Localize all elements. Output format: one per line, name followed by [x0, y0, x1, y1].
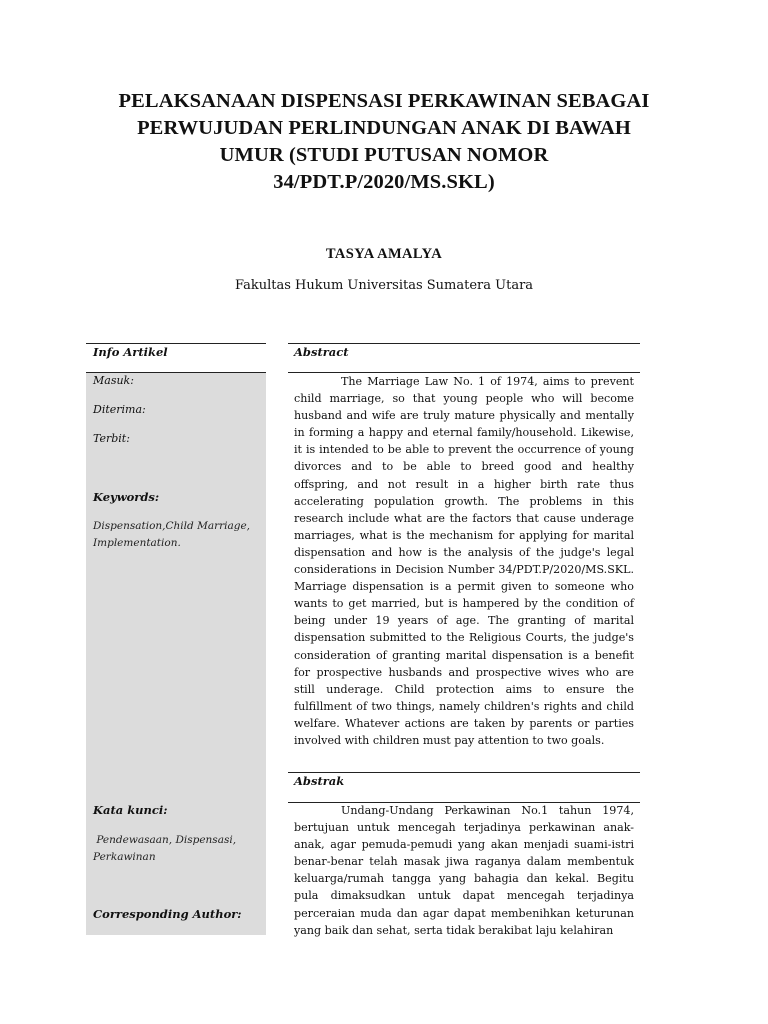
author-name: TASYA AMALYA: [325, 246, 443, 262]
keywords-list: Dispensation,Child Marriage, Implementation.: [93, 520, 251, 549]
terbit-label: Terbit:: [93, 432, 130, 445]
title-line-3: UMUR (STUDI PUTUSAN NOMOR: [219, 144, 549, 166]
title-line-2: PERWUJUDAN PERLINDUNGAN ANAK DI BAWAH: [137, 117, 631, 139]
masuk-label: Masuk:: [93, 374, 134, 387]
diterima-label: Diterima:: [93, 403, 146, 416]
abstract-heading-rule-top: [288, 343, 640, 344]
title-line-1: PELAKSANAAN DISPENSASI PERKAWINAN SEBAGAI: [118, 90, 650, 112]
abstrak-heading-rule-top: [288, 772, 640, 773]
info-heading: Info Artikel: [93, 345, 168, 359]
corresponding-author-heading: Corresponding Author:: [93, 907, 242, 921]
kata-kunci-list: Pendewasaan, Dispensasi, Perkawinan: [93, 834, 240, 863]
info-heading-rule-bottom: [86, 372, 266, 373]
paper-title: [80, 88, 688, 196]
abstract-heading: Abstract: [294, 345, 349, 359]
author-affiliation: Fakultas Hukum Universitas Sumatera Utara: [234, 278, 534, 293]
abstrak-text: Undang-Undang Perkawinan No.1 tahun 1974, bertujuan untuk mencegah terjadinya perkawinan anak-anak, agar pemuda-pemudi yang akan menjadi suami-istri benar-benar telah masak jiwa raganya dalam membentuk keluarga/rumah tangga yang bahagia dan kekal. Begitu pula dimaksudkan untuk dapat mencegah terjadinya perceraian muda dan agar dapat membenihkan keturunan yang baik dan sehat, serta tidak berakibat laju kelahiran: [294, 804, 634, 937]
info-heading-rule-top: [86, 343, 266, 344]
title-line-4: 34/PDT.P/2020/MS.SKL): [273, 171, 495, 193]
kata-kunci-heading: Kata kunci:: [93, 803, 168, 817]
abstrak-heading: Abstrak: [294, 774, 345, 788]
abstract-text: The Marriage Law No. 1 of 1974, aims to prevent child marriage, so that young people who will become husband and wife are truly mature physically and mentally in forming a happy and eternal family/household. Likewise, it is intended to be able to prevent the occurrence of young divorces and to be able to breed good and healthy offspring, and not result in a higher birth rate thus accelerating population growth. The problems in this research include what are the factors that cause underage marriages, what is the mechanism for applying for marital dispensation and how is the analysis of the judge's legal considerations in Decision Number 34/PDT.P/2020/MS.SKL. Marriage dispensation is a permit given to someone who wants to get married, but is hampered by the condition of being under 19 years of age. The granting of marital dispensation submitted to the Religious Courts, the judge's consideration of granting marital dispensation is a benefit for prospective husbands and prospective wives who are still underage. Child protection aims to ensure the fulfillment of two things, namely children's rights and child welfare. Whatever actions are taken by parents or parties involved with children must pay attention to two goals.: [294, 375, 634, 747]
keywords-heading: Keywords:: [93, 490, 160, 504]
